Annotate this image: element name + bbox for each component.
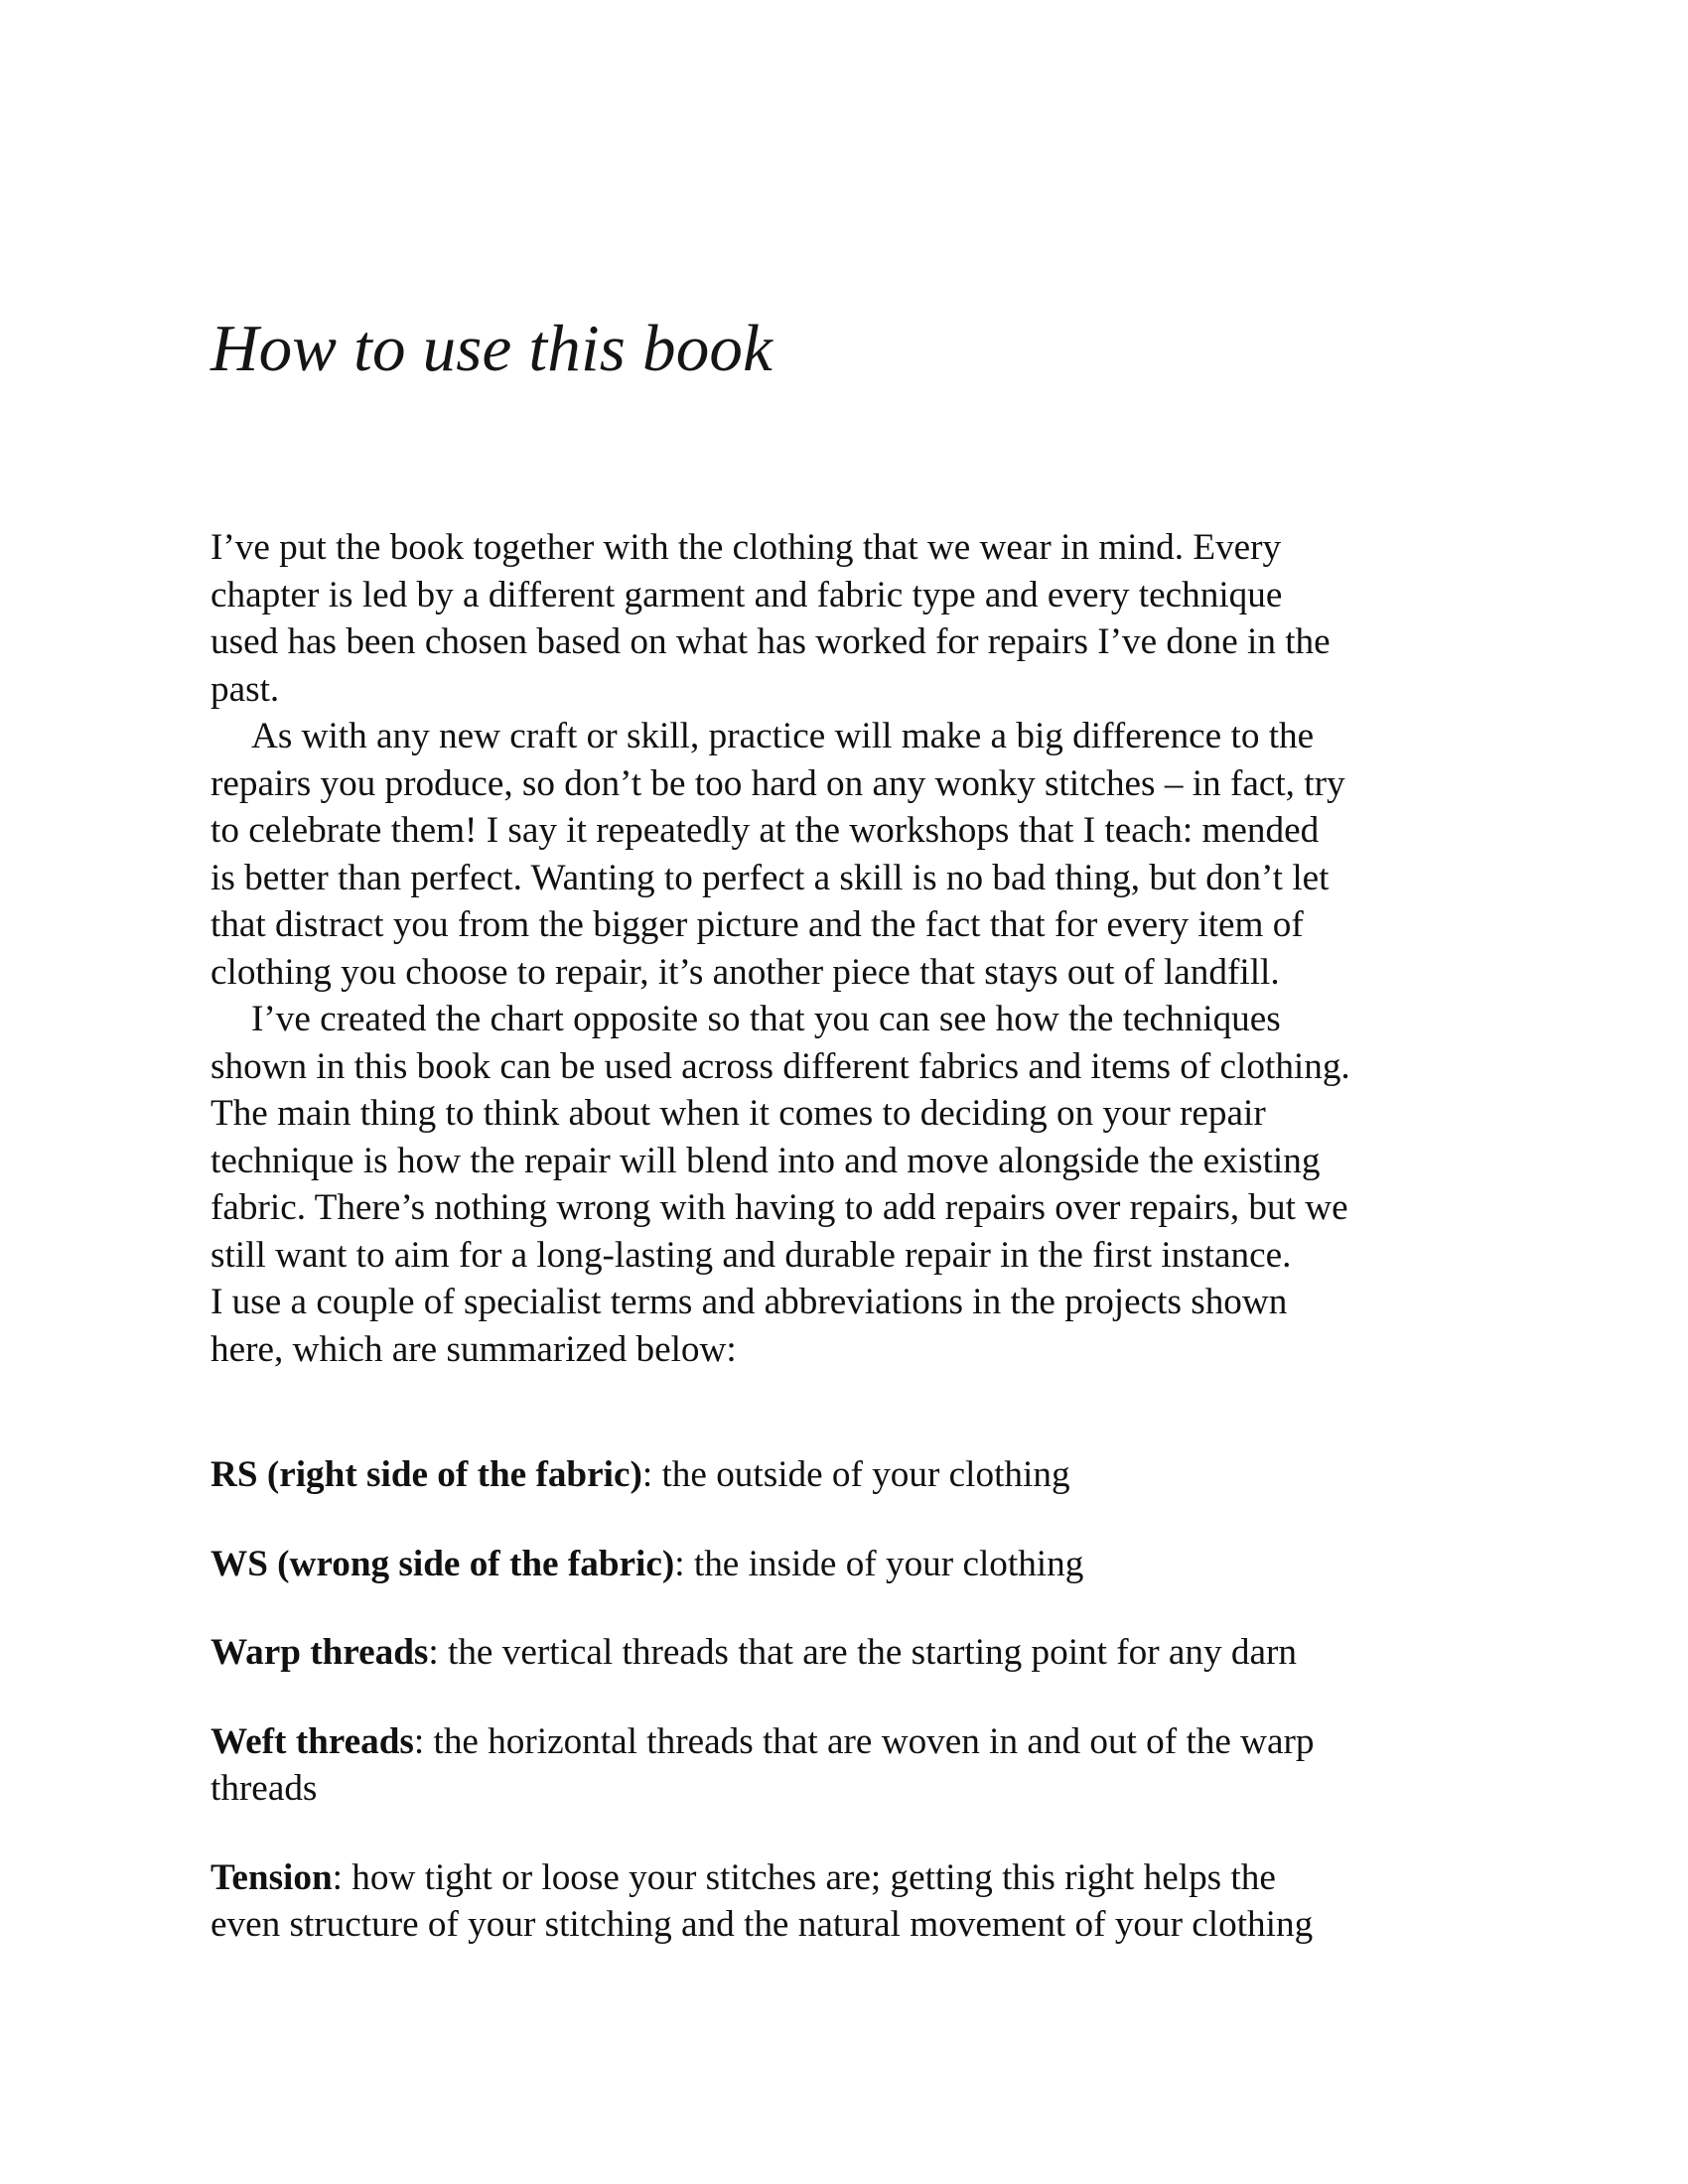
text-line: still want to aim for a long-lasting and durable repair in the first instance. (211, 1234, 1292, 1276)
page-title: How to use this book (211, 312, 774, 385)
body-text (211, 524, 1501, 1373)
paragraph-intro (211, 524, 1501, 713)
paragraph-chart (211, 996, 1501, 1373)
glossary-term: Tension (211, 1856, 333, 1898)
text-line: chapter is led by a different garment and fabric type and every technique (211, 574, 1283, 615)
glossary-entry-weft (211, 1718, 1501, 1813)
text-line: clothing you choose to repair, it’s another piece that stays out of landfill. (211, 951, 1280, 993)
text-line: to celebrate them! I say it repeatedly at the workshops that I teach: mended (211, 810, 1320, 851)
text-line: I’ve put the book together with the clothing that we wear in mind. Every (211, 527, 1282, 568)
text-line: past. (211, 668, 280, 710)
text-line: As with any new craft or skill, practice will make a big difference to the (251, 716, 1315, 756)
glossary-term: Weft threads (211, 1720, 414, 1762)
glossary-definition: : how tight or loose your stitches are; getting this right helps the (332, 1856, 1276, 1898)
text-line: fabric. There’s nothing wrong with having to add repairs over repairs, but we (211, 1187, 1348, 1228)
glossary-term: Warp threads (211, 1632, 429, 1673)
glossary-definition: : the outside of your clothing (641, 1454, 1070, 1495)
glossary-definition-continued: threads (211, 1768, 318, 1809)
text-line: is better than perfect. Wanting to perfect a skill is no bad thing, but don’t let (211, 857, 1330, 898)
book-page (211, 0, 1501, 2184)
glossary-entry-ws (211, 1541, 1501, 1588)
text-line: shown in this book can be used across different fabrics and items of clothing. (211, 1045, 1350, 1087)
glossary-entry-warp (211, 1629, 1501, 1677)
text-line: used has been chosen based on what has worked for repairs I’ve done in the (211, 621, 1331, 662)
text-line: repairs you produce, so don’t be too hard on any wonky stitches – in fact, try (211, 762, 1345, 804)
text-line: I use a couple of specialist terms and abbreviations in the projects shown (211, 1282, 1288, 1322)
text-line: here, which are summarized below: (211, 1328, 737, 1370)
paragraph-practice (211, 713, 1501, 996)
glossary-definition: : the vertical threads that are the starting point for any darn (428, 1632, 1297, 1673)
glossary-definition: : the inside of your clothing (674, 1543, 1084, 1584)
glossary-definition: : the horizontal threads that are woven in and out of the warp (413, 1720, 1315, 1762)
glossary-term: WS (wrong side of the fabric) (211, 1543, 675, 1584)
glossary-entry-rs (211, 1451, 1501, 1499)
glossary (211, 1451, 1501, 1990)
text-line: The main thing to think about when it comes to deciding on your repair (211, 1093, 1266, 1134)
glossary-entry-tension (211, 1854, 1501, 1949)
text-line: that distract you from the bigger picture and the fact that for every item of (211, 904, 1304, 945)
glossary-term: RS (right side of the fabric) (211, 1454, 642, 1495)
text-line: technique is how the repair will blend into and move alongside the existing (211, 1140, 1321, 1181)
glossary-definition-continued: even structure of your stitching and the natural movement of your clothing (211, 1904, 1314, 1945)
text-line: I’ve created the chart opposite so that you can see how the techniques (251, 999, 1281, 1039)
